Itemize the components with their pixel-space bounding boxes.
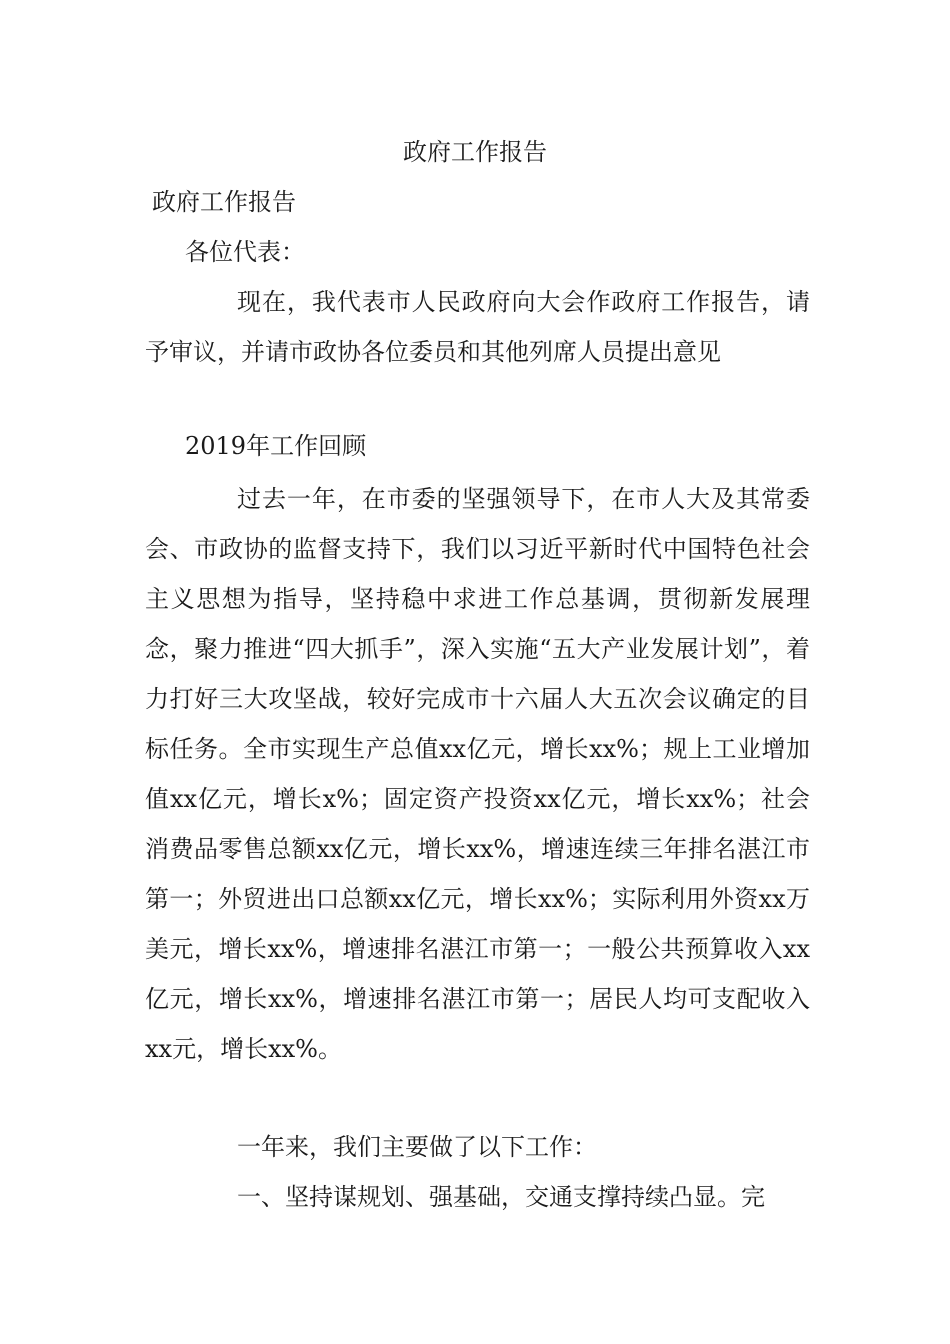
document-title: 政府工作报告 — [403, 138, 547, 166]
document-subtitle: 政府工作报告 — [152, 188, 296, 216]
review-paragraph: 过去一年，在市委的坚强领导下，在市人大及其常委会、市政协的监督支持下，我们以习近平新时代中国特色社会主义思想为指导，坚持稳中求进工作总基调，贯彻新发展理念，聚力推进“四大抓手”，深入实施“五大产业发展计划”，着力打好三大攻坚战，较好完成市十六届人大五次会议确定的目标任务。全市实现生产总值xx亿元，增长xx%；规上工业增加值xx亿元，增长x%；固定资产投资xx亿元，增长xx%；社会消费品零售总额xx亿元，增长xx%，增速连续三年排名湛江市第一；外贸进出口总额xx亿元，增长xx%；实际利用外资xx万美元，增长xx%，增速排名湛江市第一；一般公共预算收入xx亿元，增长xx%，增速排名湛江市第一；居民人均可支配收入xx元，增长xx%。 — [145, 485, 810, 1063]
work-intro-paragraph: 一年来，我们主要做了以下工作： — [237, 1133, 597, 1161]
section-heading: 2019年工作回顾 — [185, 432, 367, 460]
intro-paragraph: 现在，我代表市人民政府向大会作政府工作报告，请予审议，并请市政协各位委员和其他列席人员提出意见 — [145, 288, 810, 366]
salutation: 各位代表： — [185, 238, 305, 266]
first-item-paragraph: 一、坚持谋规划、强基础，交通支撑持续凸显。完 — [237, 1183, 765, 1211]
